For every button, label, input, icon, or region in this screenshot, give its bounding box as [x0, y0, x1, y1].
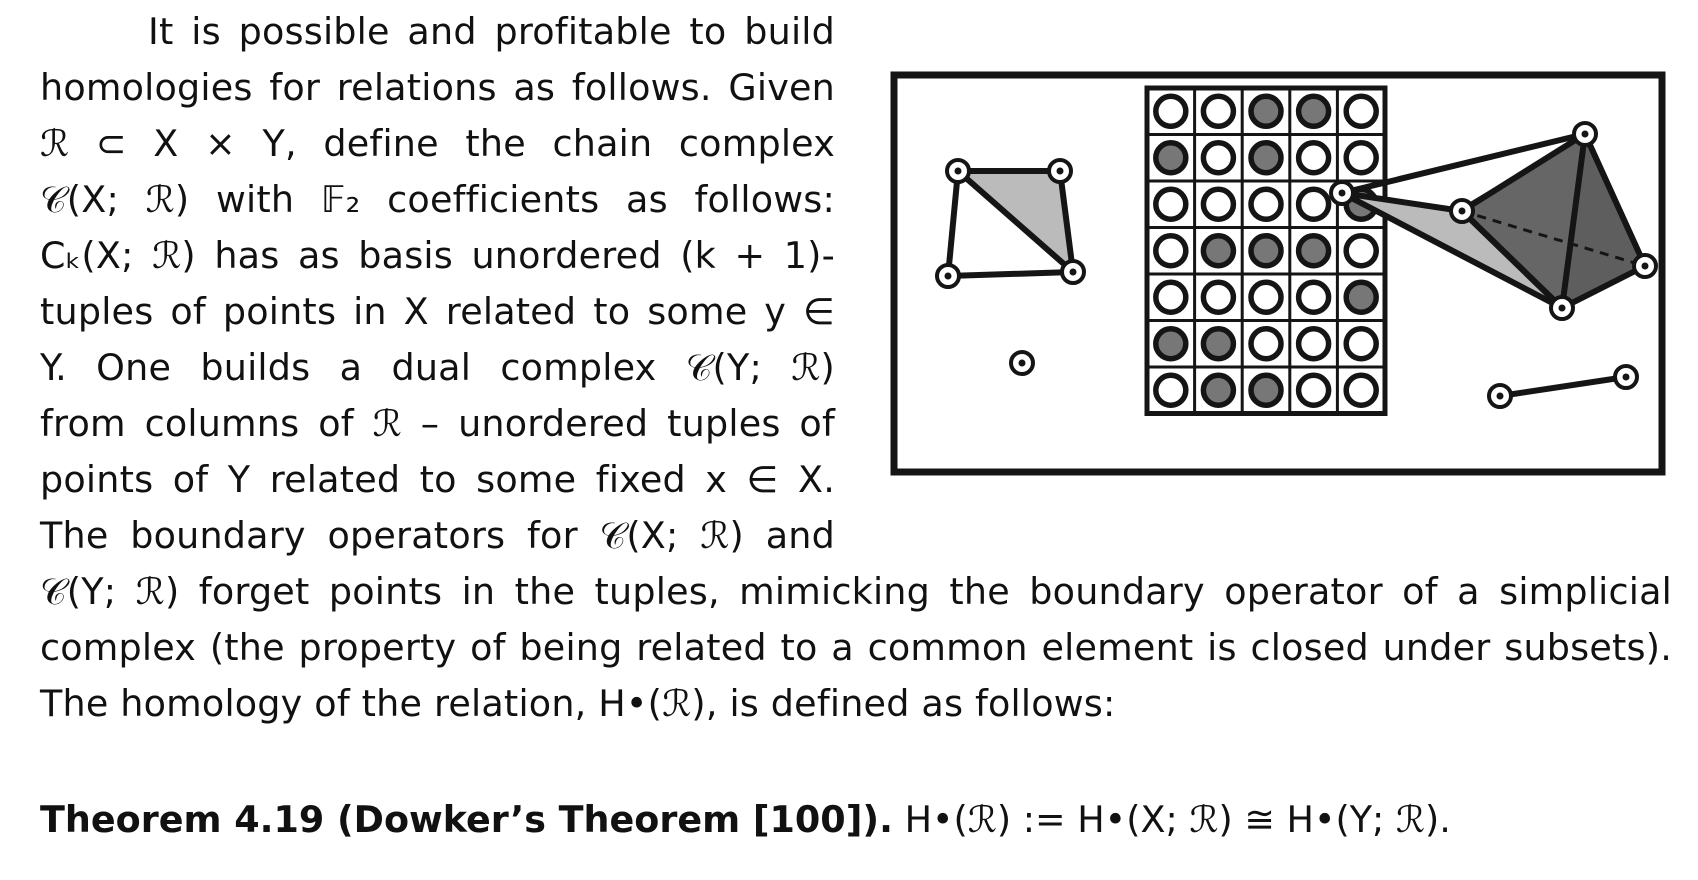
vertex: [1049, 160, 1071, 182]
vertex: [1634, 255, 1656, 277]
matrix-cell-related: [1203, 375, 1233, 405]
vertex: [1615, 366, 1637, 388]
vertex: [937, 265, 959, 287]
matrix-cell-related: [1251, 143, 1281, 173]
relation-matrix: [1147, 88, 1385, 414]
matrix-cell-unrelated: [1251, 282, 1281, 312]
vertex: [947, 160, 969, 182]
matrix-cell-unrelated: [1156, 236, 1186, 266]
paragraph-line-6: tuples of points in X related to some y ∈: [40, 290, 835, 333]
matrix-cell-unrelated: [1346, 96, 1376, 126]
paragraph-line-2: homologies for relations as follows. Given: [40, 66, 835, 109]
matrix-cell-related: [1299, 236, 1329, 266]
theorem-heading: Theorem 4.19 (Dowker’s Theorem [100]).: [40, 798, 893, 841]
paragraph-line-13: The homology of the relation, H•(ℛ), is defined as follows:: [40, 682, 1116, 725]
matrix-cell-unrelated: [1299, 143, 1329, 173]
vertex: [1451, 200, 1473, 222]
paragraph-line-8: from columns of ℛ – unordered tuples of: [40, 402, 835, 445]
figure-canvas: [890, 71, 1666, 476]
matrix-cell-unrelated: [1346, 329, 1376, 359]
vertex: [1489, 385, 1511, 407]
matrix-cell-related: [1251, 375, 1281, 405]
theorem: [40, 792, 1451, 848]
matrix-cell-unrelated: [1156, 96, 1186, 126]
paragraph-line-10: The boundary operators for 𝒞(X; ℛ) and: [40, 514, 835, 557]
isolated-vertex: [1011, 352, 1033, 374]
matrix-cell-unrelated: [1203, 96, 1233, 126]
matrix-cell-unrelated: [1346, 375, 1376, 405]
vertex: [1551, 297, 1573, 319]
matrix-cell-unrelated: [1251, 189, 1281, 219]
matrix-cell-unrelated: [1251, 329, 1281, 359]
vertex: [1574, 123, 1596, 145]
theorem-statement: H•(ℛ) := H•(X; ℛ) ≅ H•(Y; ℛ).: [904, 798, 1451, 841]
matrix-cell-unrelated: [1299, 329, 1329, 359]
matrix-cell-related: [1251, 96, 1281, 126]
paragraph-line-3: ℛ ⊂ X × Y, define the chain complex: [40, 122, 835, 165]
vertex: [1062, 261, 1084, 283]
matrix-cell-unrelated: [1156, 189, 1186, 219]
matrix-cell-unrelated: [1156, 282, 1186, 312]
matrix-cell-related: [1346, 282, 1376, 312]
paragraph-line-11: 𝒞(Y; ℛ) forget points in the tuples, mimicking the boundary operator of a simplicial: [40, 570, 1672, 613]
paragraph-line-12: complex (the property of being related to a common element is closed under subsets).: [40, 626, 1672, 669]
paragraph-line-1: It is possible and profitable to build: [148, 10, 835, 53]
matrix-cell-unrelated: [1299, 375, 1329, 405]
paragraph-line-7: Y. One builds a dual complex 𝒞(Y; ℛ): [40, 346, 835, 389]
paragraph-line-5: Cₖ(X; ℛ) has as basis unordered (k + 1)-: [40, 234, 835, 277]
vertex: [1331, 182, 1353, 204]
matrix-cell-related: [1299, 96, 1329, 126]
paragraph-line-4: 𝒞(X; ℛ) with 𝔽₂ coefficients as follows:: [40, 178, 835, 221]
matrix-cell-related: [1203, 329, 1233, 359]
matrix-cell-unrelated: [1203, 143, 1233, 173]
matrix-cell-unrelated: [1203, 282, 1233, 312]
left-edge-2: [948, 272, 1073, 276]
matrix-cell-unrelated: [1299, 189, 1329, 219]
matrix-cell-related: [1156, 143, 1186, 173]
matrix-cell-related: [1156, 329, 1186, 359]
matrix-cell-unrelated: [1156, 375, 1186, 405]
matrix-cell-unrelated: [1299, 282, 1329, 312]
matrix-cell-related: [1251, 236, 1281, 266]
matrix-cell-related: [1203, 236, 1233, 266]
paragraph-line-9: points of Y related to some fixed x ∈ X.: [40, 458, 835, 501]
dowker-figure: [890, 71, 1666, 476]
matrix-cell-unrelated: [1203, 189, 1233, 219]
matrix-cell-unrelated: [1346, 143, 1376, 173]
matrix-cell-unrelated: [1346, 236, 1376, 266]
